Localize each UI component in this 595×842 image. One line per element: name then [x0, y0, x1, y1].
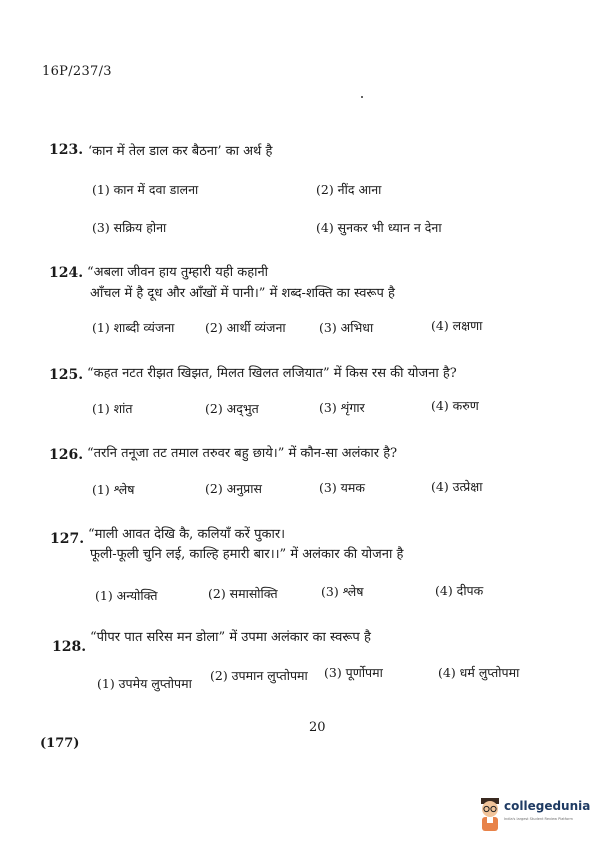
- question-text-125: “कहत नटत रीझत खिझत, मिलत खिलत लजियात” में किस रस की योजना है?: [87, 366, 457, 381]
- option-124-2: (2) आर्थी व्यंजना: [205, 320, 286, 335]
- option-123-2: (2) नींद आना: [316, 182, 382, 197]
- option-127-3: (3) श्लेष: [321, 584, 364, 599]
- question-text-127-line2: फूली-फूली चुनि लई, काल्हि हमारी बार।।” में अलंकार की योजना है: [90, 547, 404, 562]
- option-126-4: (4) उत्प्रेक्षा: [431, 479, 483, 494]
- question-text-124-line1: “अबला जीवन हाय तुम्हारी यही कहानी: [87, 265, 269, 280]
- option-125-2: (2) अद्‌भुत: [205, 401, 259, 416]
- question-number-125: 125.: [49, 367, 84, 383]
- option-128-4: (4) धर्म लुप्तोपमा: [438, 665, 520, 680]
- question-number-127: 127.: [50, 531, 85, 547]
- question-number-123: 123.: [49, 142, 84, 158]
- option-123-3: (3) सक्रिय होना: [92, 220, 167, 235]
- watermark-brand: collegedunia: [504, 799, 591, 813]
- option-128-2: (2) उपमान लुप्तोपमा: [210, 668, 308, 683]
- question-text-123: ‘कान में तेल डाल कर बैठना’ का अर्थ है: [88, 144, 273, 159]
- paper-code: 16P/237/3: [42, 64, 112, 79]
- option-125-4: (4) करुण: [431, 398, 479, 413]
- option-125-3: (3) शृंगार: [319, 400, 365, 415]
- option-124-1: (1) शाब्दी व्यंजना: [92, 320, 175, 335]
- question-number-124: 124.: [49, 265, 84, 281]
- option-123-4: (4) सुनकर भी ध्यान न देना: [316, 220, 442, 235]
- option-125-1: (1) शांत: [92, 401, 133, 416]
- student-mascot-icon: [478, 796, 502, 834]
- question-text-127-line1: “माली आवत देखि कै, कलियाँ करें पुकार।: [88, 527, 286, 542]
- option-124-4: (4) लक्षणा: [431, 318, 483, 333]
- option-126-2: (2) अनुप्रास: [205, 481, 262, 496]
- question-text-124-line2: आँचल में है दूध और आँखों में पानी।” में शब्द-शक्ति का स्वरूप है: [90, 286, 395, 301]
- option-127-1: (1) अन्योक्ति: [95, 588, 158, 603]
- watermark-tagline: India's largest Student Review Platform: [504, 817, 573, 821]
- option-123-1: (1) कान में दवा डालना: [92, 182, 199, 197]
- collegedunia-watermark: [478, 796, 590, 836]
- question-text-126: “तरनि तनूजा तट तमाल तरुवर बहु छाये।” में कौन-सा अलंकार है?: [87, 446, 398, 461]
- option-124-3: (3) अभिधा: [319, 320, 374, 335]
- question-number-128: 128.: [52, 639, 87, 655]
- option-126-3: (3) यमक: [319, 480, 366, 495]
- option-127-4: (4) दीपक: [435, 583, 484, 598]
- booklet-code: (177): [40, 736, 80, 751]
- option-127-2: (2) समासोक्ति: [208, 586, 278, 601]
- option-128-1: (1) उपमेय लुप्तोपमा: [97, 676, 192, 691]
- question-number-126: 126.: [49, 447, 84, 463]
- stray-mark: [361, 96, 363, 98]
- option-126-1: (1) श्लेष: [92, 482, 135, 497]
- question-text-128: “पीपर पात सरिस मन डोला” में उपमा अलंकार का स्वरूप है: [90, 630, 371, 645]
- page-number: 20: [309, 720, 326, 735]
- option-128-3: (3) पूर्णोपमा: [324, 665, 383, 680]
